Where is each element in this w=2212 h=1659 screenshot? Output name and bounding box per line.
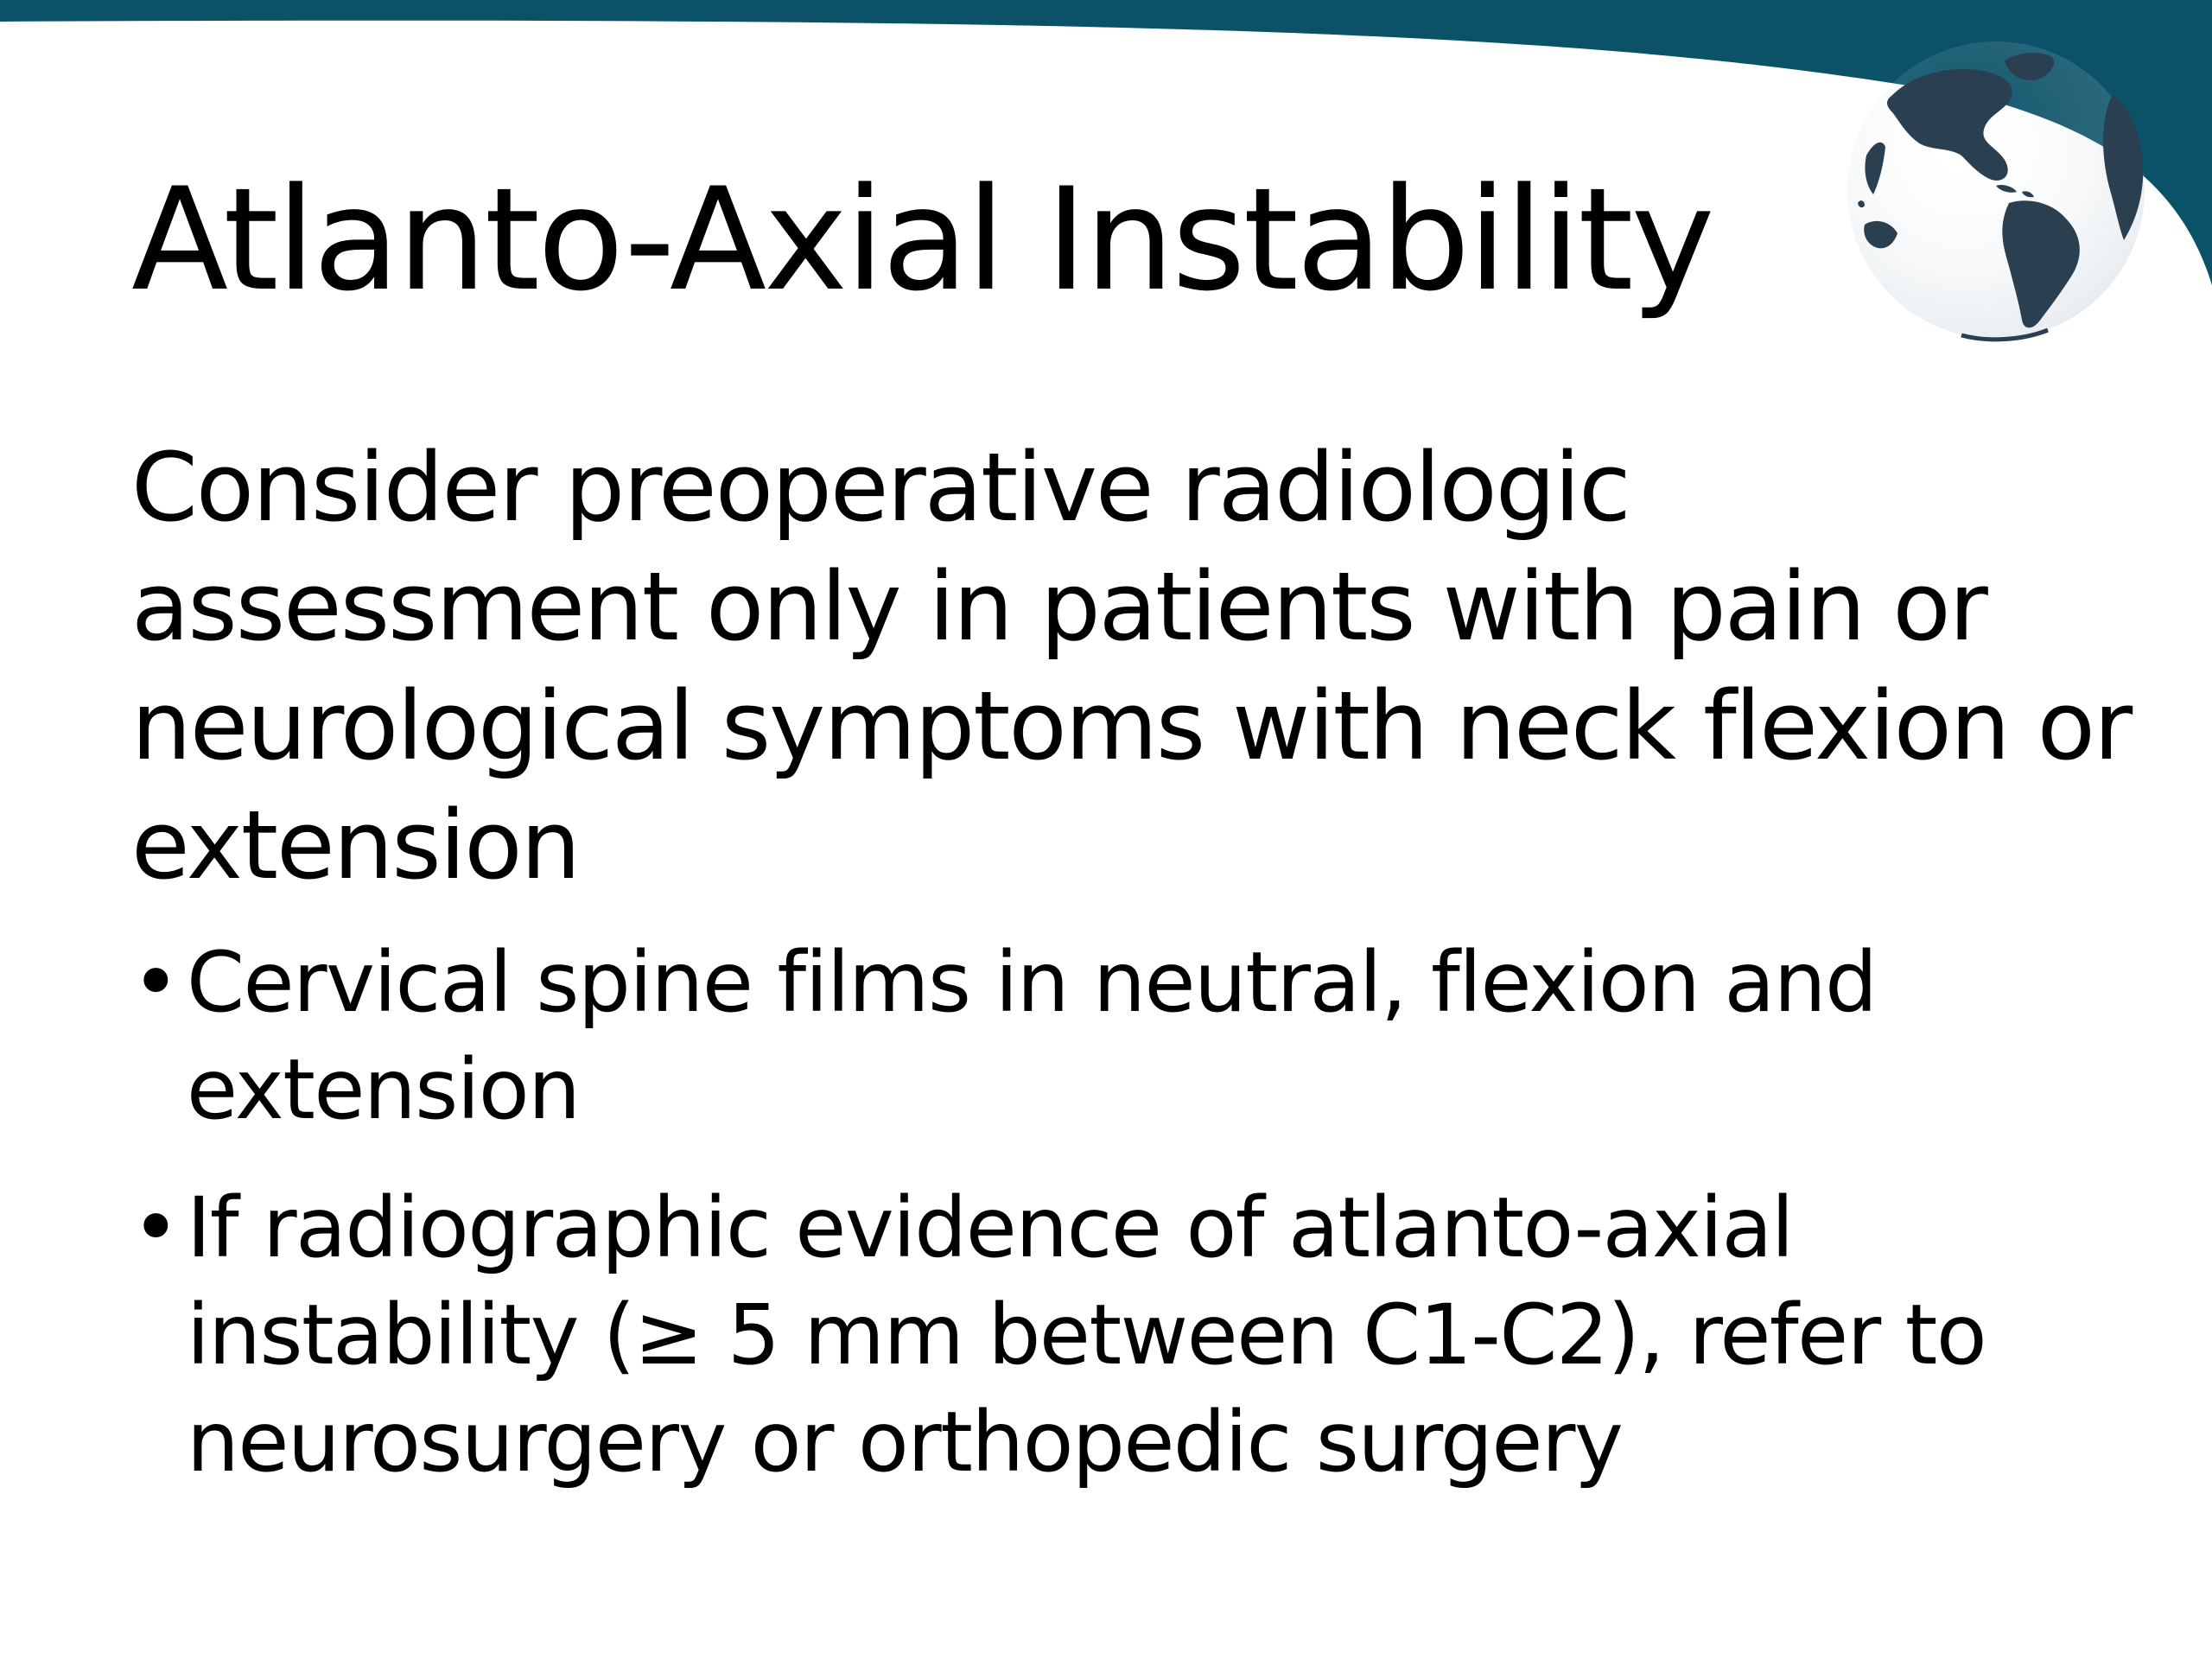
globe-icon — [1832, 26, 2160, 354]
bullet-text: If radiographic evidence of atlanto-axial instability (≥ 5 mm between C1-C2), refer to neurosurgery or orthopedic surgery — [187, 1179, 1986, 1491]
slide-body-text: Consider preoperative radiologic assessment only in patients with pain or neurological symptoms with neck flexion or extension — [131, 432, 2132, 900]
bullet-item — [131, 929, 2110, 1143]
bullet-marker: • — [131, 1179, 180, 1276]
bullet-text: Cervical spine films in neutral, flexion and extension — [187, 934, 1877, 1138]
bullet-list — [131, 929, 2110, 1527]
bullet-marker: • — [131, 934, 180, 1031]
bullet-item — [131, 1174, 2110, 1496]
slide-title: Atlanto-Axial Instability — [131, 157, 1713, 322]
